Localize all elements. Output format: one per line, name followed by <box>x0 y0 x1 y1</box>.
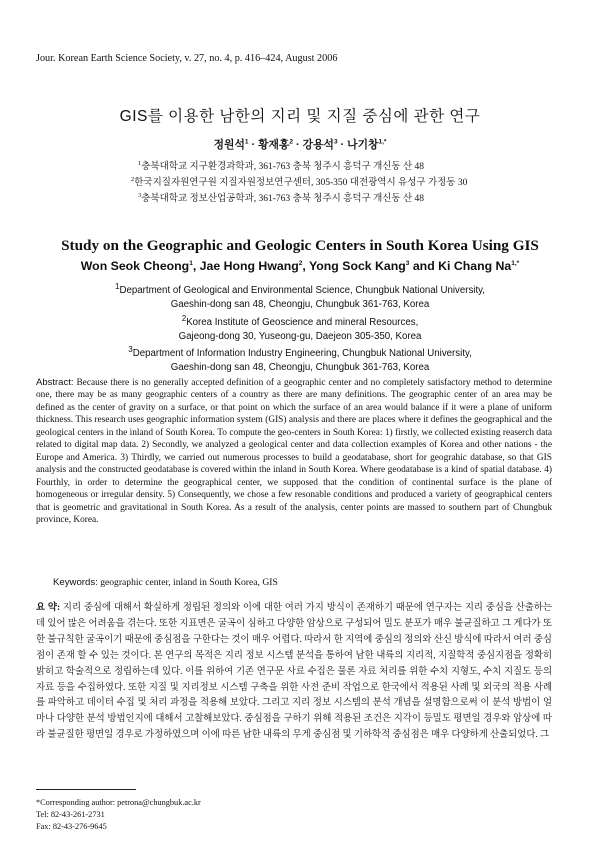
keywords <box>53 577 278 588</box>
korean-author-affiliation-mark: 1 <box>244 138 249 146</box>
english-author-name: Jae Hong Hwang <box>199 259 299 273</box>
english-author-name: Won Seok Cheong <box>80 259 190 273</box>
abstract <box>36 377 552 526</box>
korean-affiliation-2: $^2$한국지질자원연구원 지질자원정보연구센터, 305-350 대전광역시 유성구 가정동 30 <box>131 175 468 188</box>
abstract-text: Because there is no generally accepted definition of a geographic center and no completely satisfactory method to determine one, there may be as many geographic centers of a country as there are many definitions. The geographic center of an area may be defined as the center of gravity on a surface, or that point on which the surface of an area would balance if it were a plane of uniform thickness. This research uses geographic information system (GIS) analysis and there are places where it defines the geographical and the geological centers in the inland of South Korea. To compute the geo-centers in South Korea: 1) firstly, we collected existing reaserch data related to digital map data. 2) Secondly, we analyzed a geological center and data collection examples of Korea and other nations - the Europe and America. 3) Thirdly, we carried out numerous processes to build a geodatabase, short for geograhic database, so that GIS analysis and the constructed geodatabase is covered within the inland in South Korea. Where geodatabase is a kind of spatial database. 4) Fourthly, in order to determine the geographical center, we supposed that the condition of continental surface is the plane of homogeneous or irregular density. 5) Consequently, we chose a few resonable conditions and produced a variety of geographical centers that is geometric and gravitational in South Korea. As a result of the analysis, center points are massed to southern part of Chungbuk province, Korea. <box>36 378 552 525</box>
fax: Fax: 82-43-276-9645 <box>36 822 107 832</box>
korean-abstract-label: 요 약: <box>36 603 61 613</box>
footnote-rule <box>36 789 136 790</box>
korean-affiliation-1: $^1$충북대학교 지구환경과학과, 361-763 충북 청주시 흥덕구 개신동 산 48 <box>138 159 425 172</box>
korean-title: GIS를 이용한 남한의 지리 및 지질 중심에 관한 연구 <box>119 108 481 125</box>
english-author-name: Ki Chang Na <box>438 259 512 273</box>
korean-affiliation-3: $^3$충북대학교 정보산업공학과, 361-763 충북 청주시 흥덕구 개신동 산 48 <box>138 191 425 204</box>
keywords-label: Keywords: <box>53 577 98 588</box>
english-author-affiliation-mark: 1 <box>189 259 193 267</box>
korean-author-affiliation-mark: 1,* <box>378 138 387 146</box>
corresponding-author: *Corresponding author: petrona@chungbuk.ac.kr <box>36 798 201 807</box>
footnote <box>36 797 201 834</box>
english-affiliation-line: $^1$Department of Geological and Environmental Science, Chungbuk National University, <box>115 282 485 297</box>
korean-author-affiliation-mark: 2 <box>289 138 294 146</box>
english-title: Study on the Geographic and Geologic Centers in South Korea Using GIS <box>61 237 539 254</box>
english-affiliation-line: Gaeshin-dong san 48, Cheongju, Chungbuk 361-763, Korea <box>170 298 430 310</box>
author-separator: and <box>409 259 439 273</box>
english-affiliation-line: $^2$Korea Institute of Geoscience and mineral Resources, <box>181 313 419 328</box>
abstract-label: Abstract: <box>36 377 74 388</box>
korean-authors <box>0 137 600 152</box>
korean-abstract <box>36 601 552 744</box>
keywords-text: geographic center, inland in South Korea, GIS <box>97 577 278 588</box>
korean-abstract-text: 지리 중심에 대해서 확실하게 정립된 정의와 이에 대한 여러 가지 방식이 존재하기 때문에 연구자는 지리 중심을 산출하는데 있어 많은 어려움을 겪는다. 또한 지표면은 굴곡이 심하고 다양한 암상으로 구성되어 밀도 분포가 매우 불균질하고 그 게다가 또한 불규칙한 굴곡이기 때문에 중심점을 구한다는 것이 매우 어렵다. 따라서 한 지역에 중심의 정의와 산신 방식에 따라서 여러 중심점이 존재 할 수 있는 것이다. 본 연구의 목적은 지리 정보 시스템 분석을 통하여 남한 내륙의 지리적, 지질학적 중심지점을 정확히 밝히고 학술적으로 정립하는데 있다. 이를 위하여 기존 연구문 사료 수집은 물론 자료 처리를 위한 수치 지형도, 수치 지질도 등의 자료 등을 수집하였다. 또한 지질 및 지리정보 시스템 구축을 위한 사전 준비 작업으로 한국에서 적용된 사례 및 외국의 적용 사례를 파악하고 데이터 수집 및 처리 과정을 적용해 보았다. 그리고 지리 정보 시스템의 분석 개념을 설명함으로써 이 분석 방법이 얼마나 다양한 분석 방법인지에 대해서 고찰해보았다. 중심점을 구하기 위해 적용된 조건은 지각이 등밀도 평면일 경우와 암상에 따라 불균질한 평면일 경우로 가정하였으며 이에 따른 남한 내륙의 무게 중심점 및 기하학적 중심점은 매우 다양하게 산출되었다. 그 <box>36 603 552 741</box>
english-author-affiliation-mark: 2 <box>298 259 303 267</box>
english-authors <box>0 259 600 273</box>
english-affiliation-mark: 2 <box>181 313 187 323</box>
telephone: Tel: 82-43-261-2731 <box>36 810 105 820</box>
english-affiliation-line: Gaeshin-dong san 48, Cheongju, Chungbuk 361-763, Korea <box>170 362 430 374</box>
english-affiliation-line: $^3$Department of Information Industry Engineering, Chungbuk National University, <box>128 345 472 360</box>
english-affiliation-line: Gajeong-dong 30, Yuseong-gu, Daejeon 305-350, Korea <box>178 330 422 342</box>
author-separator: , <box>192 259 200 273</box>
author-separator: · <box>293 139 303 151</box>
english-author-affiliation-mark: 3 <box>405 259 410 267</box>
journal-header: Jour. Korean Earth Science Society, v. 27, no. 4, p. 416–424, August 2006 <box>36 53 338 64</box>
english-author-name: Yong Sock Kang <box>309 259 406 273</box>
author-separator: · <box>248 139 259 151</box>
korean-author-name: 나기창 <box>347 139 379 151</box>
korean-author-name: 황재홍 <box>258 139 290 151</box>
english-affiliations <box>0 280 600 375</box>
english-affiliation-mark: 3 <box>128 345 133 355</box>
korean-author-affiliation-mark: 3 <box>333 138 338 146</box>
english-author-affiliation-mark: 1,* <box>511 259 520 267</box>
author-separator: , <box>302 259 309 273</box>
korean-author-name: 강용석 <box>302 139 334 151</box>
korean-author-name: 정원석 <box>213 139 245 151</box>
english-affiliation-mark: 1 <box>115 282 120 291</box>
author-separator: · <box>337 139 348 151</box>
